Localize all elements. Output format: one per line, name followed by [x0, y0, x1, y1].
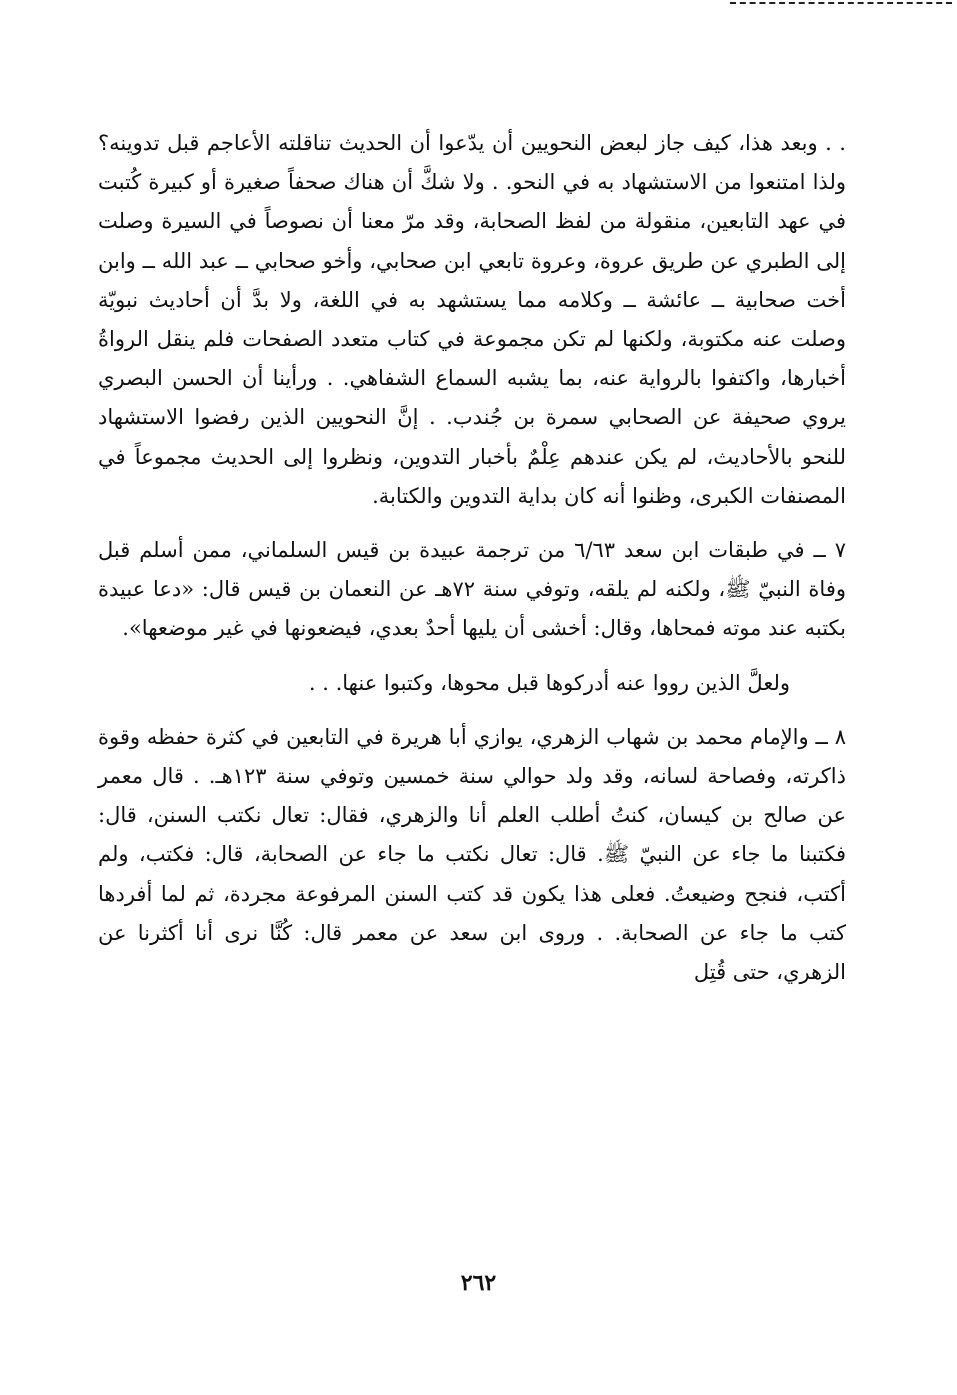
page-number: ٢٦٢ — [460, 1270, 497, 1296]
page-body — [98, 124, 846, 992]
scan-edge-dashes — [730, 2, 952, 4]
paragraph-intro: . . وبعد هذا، كيف جاز لبعض النحويين أن يدّعوا أن الحديث تناقلته الأعاجم قبل تدوينه؟ ولذا امتنعوا من الاستشهاد به في النحو. . ولا شكَّ أن هناك صحفاً صغيرة أو كبيرة كُتبت في عهد التابعين، منقولة من لفظ الصحابة، وقد مرّ معنا أن نصوصاً في السيرة وصلت إلى الطبري عن طريق عروة، وعروة تابعي ابن صحابي، وأخو صحابي ــ عبد الله ــ وابن أخت صحابية ــ عائشة ــ وكلامه مما يستشهد به في اللغة، ولا بدَّ أن أحاديث نبويّة وصلت عنه مكتوبة، ولكنها لم تكن مجموعة في كتاب متعدد الصفحات فلم ينقل الرواةُ أخبارها، واكتفوا بالرواية عنه، بما يشبه السماع الشفاهي. . ورأينا أن الحسن البصري يروي صحيفة عن الصحابي سمرة بن جُندب. . إنَّ النحويين الذين رفضوا الاستشهاد للنحو بالأحاديث، لم يكن عندهم عِلْمٌ بأخبار التدوين، ونظروا إلى الحديث مجموعاً في المصنفات الكبرى، وظنوا أنه كان بداية التدوين والكتابة. — [98, 131, 846, 508]
paragraph-note: ولعلَّ الذين رووا عنه أدركوها قبل محوها، وكتبوا عنها. . . — [308, 670, 790, 695]
paragraph-item-8: ٨ ــ والإمام محمد بن شهاب الزهري، يوازي أبا هريرة في التابعين في كثرة حفظه وقوة ذاكرته، وفصاحة لسانه، وقد ولد حوالي سنة خمسين وتوفي سنة ١٢٣هـ. . قال معمر عن صالح بن كيسان، كنتُ أطلب العلم أنا والزهري، فقال: تعال نكتب السنن، قال: فكتبنا ما جاء عن النبيّ ﷺ. قال: تعال نكتب ما جاء عن الصحابة، قال: فكتب، ولم أكتب، فنجح وضيعتُ. فعلى هذا يكون قد كتب السنن المرفوعة مجردة، ثم لما أفردها كتب ما جاء عن الصحابة. . وروى ابن سعد عن معمر قال: كُنَّا نرى أنا أكثرنا عن الزهري، حتى قُتِل — [98, 724, 846, 985]
paragraph-item-7: ٧ ــ في طبقات ابن سعد ٦/٦٣ من ترجمة عبيدة بن قيس السلماني، ممن أسلم قبل وفاة النبيّ ﷺ، ولكنه لم يلقه، وتوفي سنة ٧٢هـ عن النعمان بن قيس قال: «دعا عبيدة بكتبه عند موته فمحاها، وقال: أخشى أن يليها أحدٌ بعدي، فيضعونها في غير موضعها». — [98, 538, 846, 641]
